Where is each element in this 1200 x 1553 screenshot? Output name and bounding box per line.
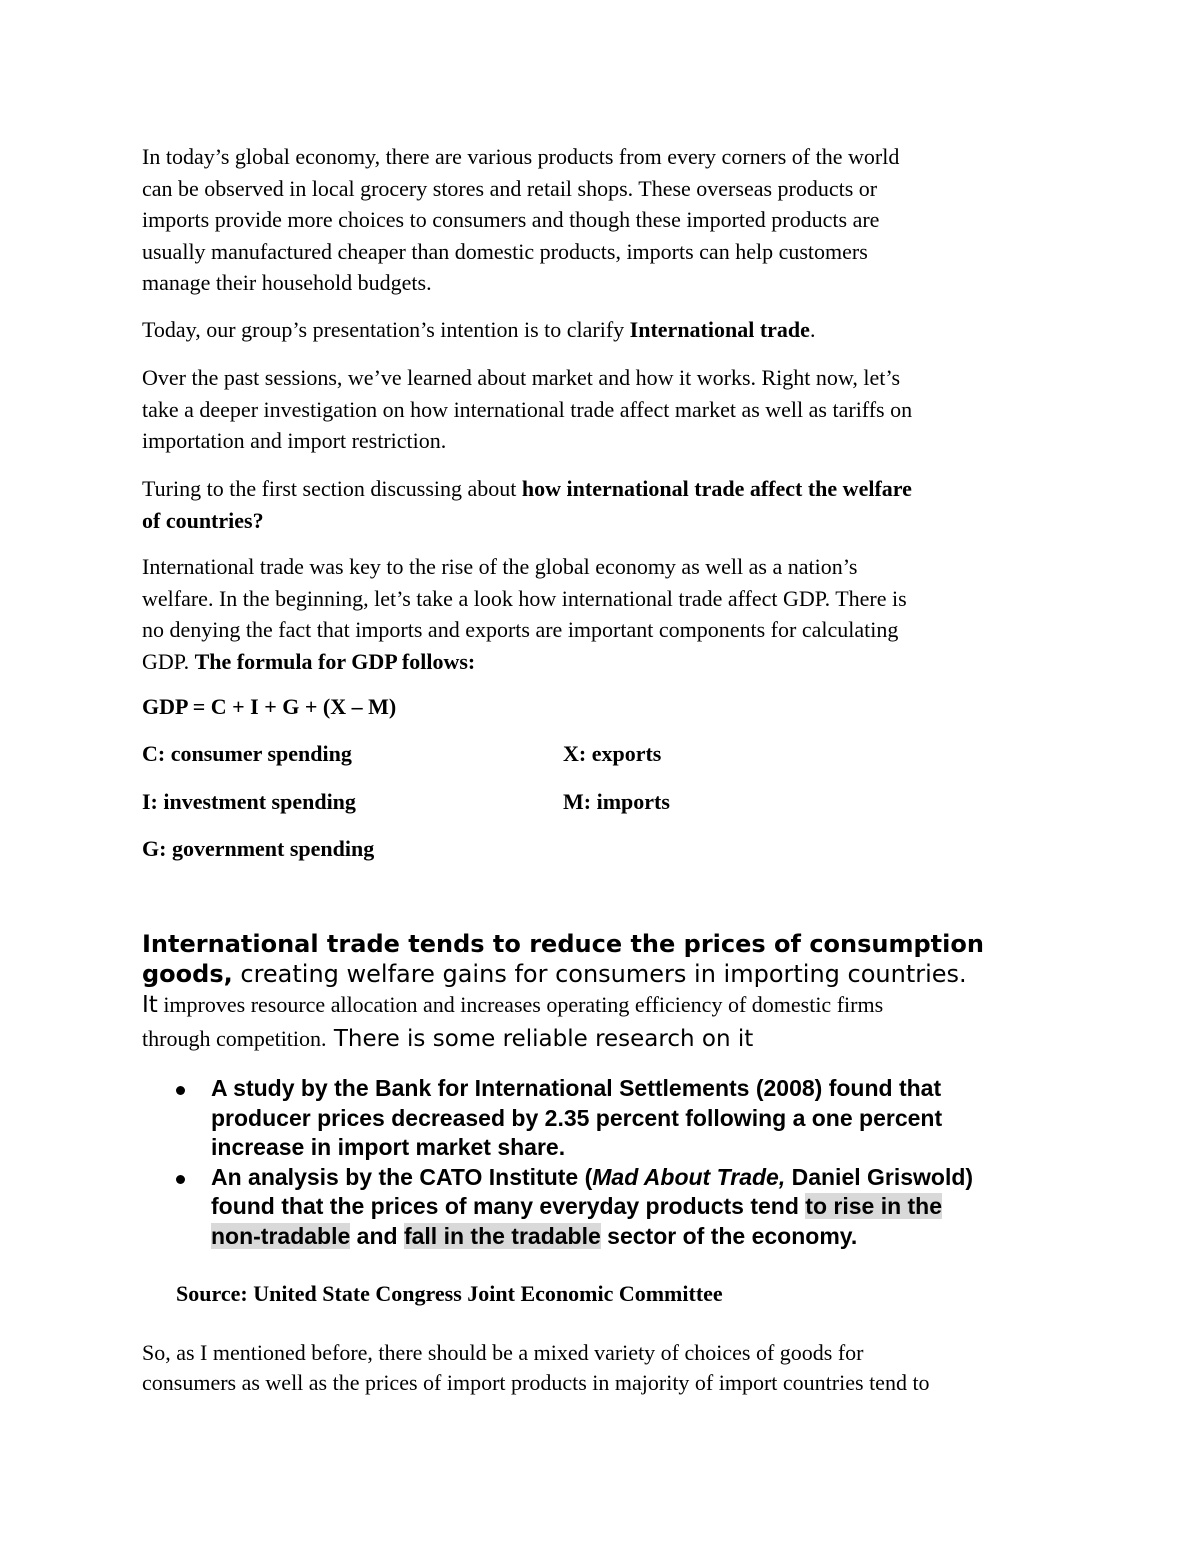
list-item xyxy=(142,1163,1082,1252)
text-line: In today’s global economy, there are various products from every corners of the world xyxy=(142,144,900,169)
research-bullet-list xyxy=(142,1074,1082,1251)
intention-bold: International trade xyxy=(629,317,810,342)
text-line: can be observed in local grocery stores and retail shops. These overseas products or xyxy=(142,175,878,201)
heading-bold-goods: goods, xyxy=(142,960,233,988)
body-research: There is some reliable research on it xyxy=(326,1026,754,1052)
text-line: Over the past sessions, we’ve learned about market and how it works. Right now, let’s xyxy=(142,365,901,390)
text-line xyxy=(142,646,1062,678)
text-line: manage their household budgets. xyxy=(142,270,432,295)
bullet-icon xyxy=(176,1175,185,1184)
gdp-formula-lead: The formula for GDP follows: xyxy=(194,648,476,674)
highlight-non-tradable: non-tradable xyxy=(211,1222,351,1249)
text-line xyxy=(142,505,1062,537)
text-line xyxy=(142,314,1062,346)
highlight-rise: to rise in the xyxy=(805,1193,943,1219)
formula-term-i: I: investment spending xyxy=(142,789,356,814)
text-line xyxy=(142,989,1082,1023)
section-body xyxy=(142,989,1082,1057)
text-line: imports provide more choices to consumers and though these imported products are xyxy=(142,207,880,232)
text-line: usually manufactured cheaper than domestic products, imports can help customers xyxy=(142,238,868,264)
text-line xyxy=(211,1192,1082,1222)
text-line: take a deeper investigation on how international trade affect market as well as tariffs on xyxy=(142,396,913,422)
cato-text-b: Daniel Griswold) xyxy=(785,1163,974,1190)
body-serif-1: improves resource allocation and increases operating efficiency of domestic firms xyxy=(157,992,884,1017)
text-line xyxy=(142,473,1062,505)
bullet-icon xyxy=(176,1086,185,1095)
cato-text-c: found that the prices of many everyday products tend xyxy=(211,1193,806,1219)
intro-paragraph xyxy=(142,141,1062,299)
first-section-paragraph xyxy=(142,473,1062,536)
list-item xyxy=(142,1074,1082,1163)
text-line: increase in import market share. xyxy=(211,1134,566,1160)
source-citation: Source: United State Congress Joint Economic Committee xyxy=(176,1281,723,1306)
intention-end: . xyxy=(809,317,816,342)
text-line: International trade was key to the rise of the global economy as well as a nation’s xyxy=(142,554,858,579)
intention-paragraph xyxy=(142,314,1062,346)
cato-and: and xyxy=(350,1222,404,1249)
text-line: producer prices decreased by 2.35 percent following a one percent xyxy=(211,1104,943,1131)
heading-line-1: International trade tends to reduce the prices of consumption xyxy=(142,930,984,958)
text-line: A study by the Bank for International Settlements (2008) found that xyxy=(211,1075,942,1101)
heading-line-2 xyxy=(142,959,1082,989)
text-line: So, as I mentioned before, there should be a mixed variety of choices of goods for xyxy=(142,1340,864,1365)
section-heading xyxy=(142,929,1082,989)
cato-end: sector of the economy. xyxy=(600,1222,858,1249)
first-section-bold: how international trade affect the welfare xyxy=(521,476,912,501)
heading-rest: creating welfare gains for consumers in importing countries. xyxy=(232,960,967,988)
closing-paragraph xyxy=(142,1338,1062,1397)
text-line xyxy=(211,1163,1082,1193)
first-section-text: Turing to the first section discussing about xyxy=(142,476,522,501)
highlight-fall: fall in the tradable xyxy=(403,1222,601,1249)
text-line xyxy=(142,1023,1082,1057)
text-line: importation and import restriction. xyxy=(142,428,447,453)
text-line: welfare. In the beginning, let’s take a look how international trade affect GDP. There is xyxy=(142,585,907,611)
formula-term-c: C: consumer spending xyxy=(142,741,352,766)
text-line: no denying the fact that imports and exports are important components for calculating xyxy=(142,617,899,642)
gdp-equation: GDP = C + I + G + (X – M) xyxy=(142,694,397,719)
gdp-last-text: GDP. xyxy=(142,648,195,674)
cato-italic-title: Mad About Trade, xyxy=(592,1163,786,1190)
text-line xyxy=(211,1222,1082,1252)
body-it: It xyxy=(142,992,158,1018)
text-line: consumers as well as the prices of import products in majority of import countries tend to xyxy=(142,1369,930,1395)
gdp-intro-paragraph xyxy=(142,551,1062,677)
first-section-bold-2: of countries? xyxy=(142,507,264,533)
intention-text: Today, our group’s presentation’s intention is to clarify xyxy=(142,317,630,342)
formula-term-x: X: exports xyxy=(563,741,662,766)
formula-term-m: M: imports xyxy=(563,789,670,814)
cato-text-a: An analysis by the CATO Institute ( xyxy=(211,1163,593,1190)
formula-term-g: G: government spending xyxy=(142,836,375,861)
body-serif-2: through competition. xyxy=(142,1026,327,1051)
past-sessions-paragraph xyxy=(142,362,1062,457)
